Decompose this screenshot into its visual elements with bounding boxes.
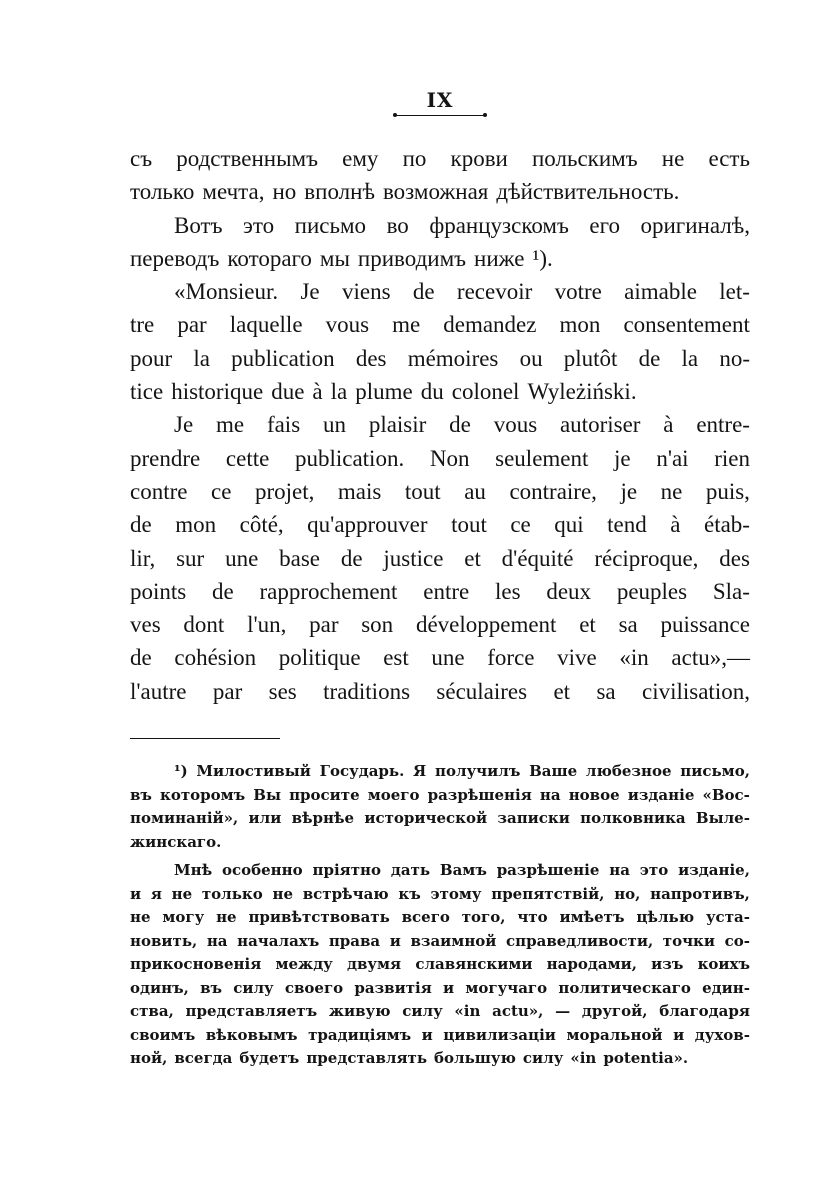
footnote-line: и я не только не встрѣчаю къ этому препятствій, но, напротивъ, xyxy=(130,884,750,903)
footnote-line: поминаній», или вѣрнѣе исторической записки полковника Выле- xyxy=(130,809,750,827)
text-line: tre par laquelle vous me demandez mon consentement xyxy=(130,312,750,338)
text-line: Je me fais un plaisir de vous autoriser à entre- xyxy=(174,412,750,438)
footnote-line: своимъ вѣковымъ традиціямъ и цивилизаціи моральной и духов- xyxy=(130,1025,750,1044)
page-number-rule xyxy=(395,115,485,116)
footnote-line: ¹) Милостивый Государь. Я получилъ Ваше любезное письмо, xyxy=(174,762,750,780)
footnote-line: прикосновенія между двумя славянскими народами, изъ коихъ xyxy=(130,955,750,973)
text-line: «Monsieur. Je viens de recevoir votre aimable let- xyxy=(174,279,750,305)
text-line: lir, sur une base de justice et d'équité réciproque, des xyxy=(130,545,750,571)
text-line: Вотъ это письмо во французскомъ его оригиналѣ, xyxy=(174,212,750,238)
footnotes xyxy=(130,760,750,1071)
text-line: prendre cette publication. Non seulement je n'ai rien xyxy=(130,445,750,471)
text-line: только мечта, но вполнѣ возможная дѣйствительность. xyxy=(130,179,680,205)
text-line: contre ce projet, mais tout au contraire, je ne puis, xyxy=(130,478,750,504)
text-line: переводъ котораго мы приводимъ ниже ¹). xyxy=(130,245,553,271)
footnote-line: жинскаго. xyxy=(130,832,222,851)
text-line: de mon côté, qu'approuver tout ce qui tend à étab- xyxy=(130,512,750,538)
main-text xyxy=(130,142,750,708)
footnote-line: новить, на началахъ права и взаимной справедливости, точки со- xyxy=(130,931,750,950)
footnote-separator xyxy=(130,738,280,739)
text-line: ves dont l'un, par son développement et sa puissance xyxy=(130,612,750,638)
footnote-line: не могу не привѣтствовать всего того, что имѣетъ цѣлью уста- xyxy=(130,908,750,926)
text-line: points de rapprochement entre les deux peuples Sla- xyxy=(130,578,750,604)
text-line: pour la publication des mémoires ou plutôt de la no- xyxy=(130,345,750,371)
footnote-line: одинъ, въ силу своего развитія и могучаго политическаго един- xyxy=(130,978,750,997)
page-number: IX xyxy=(426,88,454,112)
footnote-line: ства, представляетъ живую силу «in actu», — другой, благодаря xyxy=(130,1002,750,1020)
footnote-line: въ которомъ Вы просите моего разрѣшенія на новое изданіе «Вос- xyxy=(130,785,750,804)
footnote-line: ной, всегда будетъ представлять большую силу «in potentia». xyxy=(130,1049,689,1067)
text-line: de cohésion politique est une force vive «in actu»,— xyxy=(130,645,750,671)
text-line: съ родственнымъ ему по крови польскимъ не есть xyxy=(130,146,750,171)
text-line: l'autre par ses traditions séculaires et sa civilisation, xyxy=(130,678,750,704)
text-line: tice historique due à la plume du colonel Wyleżiński. xyxy=(130,379,637,405)
footnote-line: Мнѣ особенно пріятно дать Вамъ разрѣшеніе на это изданіе, xyxy=(174,861,750,879)
